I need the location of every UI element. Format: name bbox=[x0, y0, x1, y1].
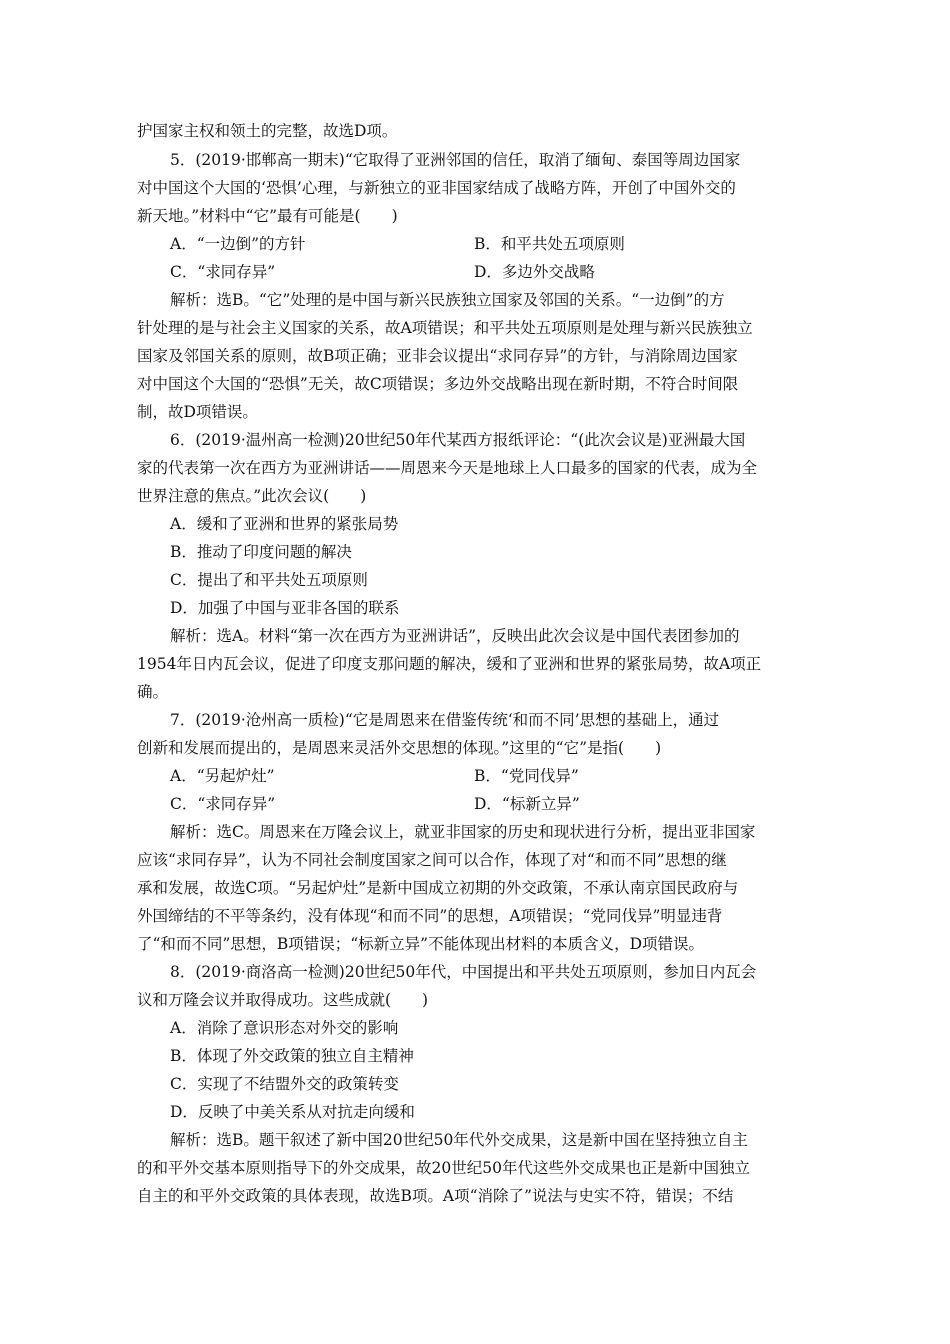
q8-option-c: C．实现了不结盟外交的政策转变 bbox=[170, 1075, 399, 1093]
q6-stem-line-3: 世界注意的焦点。”此次会议( ) bbox=[137, 487, 367, 505]
q7-analysis-line-5: 了“和而不同”思想，B项错误；“标新立异”不能体现出材料的本质含义，D项错误。 bbox=[137, 935, 705, 953]
q6-stem-line-1: 6．(2019·温州高一检测)20世纪50年代某西方报纸评论：“(此次会议是)亚洲最大国 bbox=[170, 431, 746, 449]
q5-stem-line-3: 新天地。”材料中“它”最有可能是( ) bbox=[137, 207, 398, 225]
q8-option-b: B．体现了外交政策的独立自主精神 bbox=[170, 1047, 414, 1065]
q6-option-d: D．加强了中国与亚非各国的联系 bbox=[170, 599, 400, 617]
q6-analysis-line-1: 解析：选A。材料“第一次在西方为亚洲讲话”，反映出此次会议是中国代表团参加的 bbox=[170, 627, 740, 645]
q8-analysis-line-1: 解析：选B。题干叙述了新中国20世纪50年代外交成果，这是新中国在坚持独立自主 bbox=[170, 1131, 748, 1149]
q5-option-b: B．和平共处五项原则 bbox=[474, 235, 625, 253]
q8-analysis-line-2: 的和平外交基本原则指导下的外交成果，故20世纪50年代这些外交成果也正是新中国独立 bbox=[137, 1159, 750, 1177]
q8-analysis-line-3: 自主的和平外交政策的具体表现，故选B项。A项“消除了”说法与史实不符，错误；不结 bbox=[137, 1187, 734, 1205]
q5-stem-line-1: 5．(2019·邯郸高一期末)“它取得了亚洲邻国的信任，取消了缅甸、泰国等周边国家 bbox=[170, 151, 741, 169]
q6-analysis-line-2: 1954年日内瓦会议，促进了印度支那问题的解决，缓和了亚洲和世界的紧张局势，故A项正 bbox=[137, 655, 762, 673]
q7-stem-line-1: 7．(2019·沧州高一质检)“它是周恩来在借鉴传统‘和而不同’思想的基础上，通过 bbox=[170, 711, 720, 729]
q5-analysis-line-3: 国家及邻国关系的原则，故B项正确；亚非会议提出“求同存异”的方针，与消除周边国家 bbox=[137, 347, 738, 365]
q7-option-a: A．“另起炉灶” bbox=[170, 767, 275, 785]
q6-option-a: A．缓和了亚洲和世界的紧张局势 bbox=[170, 515, 399, 533]
q8-option-d: D．反映了中美关系从对抗走向缓和 bbox=[170, 1103, 415, 1121]
q5-analysis-line-2: 针处理的是与社会主义国家的关系，故A项错误；和平共处五项原则是处理与新兴民族独立 bbox=[137, 319, 753, 337]
q4-analysis-tail: 护国家主权和领土的完整，故选D项。 bbox=[137, 122, 398, 140]
q7-option-b: B．“党同伐异” bbox=[474, 767, 579, 785]
q6-option-c: C．提出了和平共处五项原则 bbox=[170, 571, 368, 589]
q5-option-c: C．“求同存异” bbox=[170, 263, 276, 281]
q7-analysis-line-4: 外国缔结的不平等条约，没有体现“和而不同”的思想，A项错误；“党同伐异”明显违背 bbox=[137, 907, 723, 925]
q7-stem-line-2: 创新和发展而提出的，是周恩来灵活外交思想的体现。”这里的“它”是指( ) bbox=[137, 739, 662, 757]
q5-option-a: A．“一边倒”的方针 bbox=[170, 235, 306, 253]
q7-analysis-line-3: 承和发展，故选C项。“另起炉灶”是新中国成立初期的外交政策，不承认南京国民政府与 bbox=[137, 879, 739, 897]
q7-option-c: C．“求同存异” bbox=[170, 795, 276, 813]
q5-analysis-line-1: 解析：选B。“它”处理的是中国与新兴民族独立国家及邻国的关系。“一边倒”的方 bbox=[170, 291, 725, 309]
q8-stem-line-1: 8．(2019·商洛高一检测)20世纪50年代，中国提出和平共处五项原则，参加日内瓦会 bbox=[170, 963, 757, 981]
q6-option-b: B．推动了印度问题的解决 bbox=[170, 543, 352, 561]
q6-analysis-line-3: 确。 bbox=[137, 683, 169, 701]
q8-option-a: A．消除了意识形态对外交的影响 bbox=[170, 1019, 399, 1037]
q8-stem-line-2: 议和万隆会议并取得成功。这些成就( ) bbox=[137, 991, 429, 1009]
q7-analysis-line-1: 解析：选C。周恩来在万隆会议上，就亚非国家的历史和现状进行分析，提出亚非国家 bbox=[170, 823, 756, 841]
q6-stem-line-2: 家的代表第一次在西方为亚洲讲话——周恩来今天是地球上人口最多的国家的代表，成为全 bbox=[137, 459, 758, 477]
q7-analysis-line-2: 应该“求同存异”，认为不同社会制度国家之间可以合作，体现了对“和而不同”思想的继 bbox=[137, 851, 727, 869]
q7-option-d: D．“标新立异” bbox=[474, 795, 580, 813]
q5-analysis-line-4: 对中国这个大国的“恐惧”无关，故C项错误；多边外交战略出现在新时期，不符合时间限 bbox=[137, 375, 739, 393]
q5-analysis-line-5: 制，故D项错误。 bbox=[137, 403, 258, 421]
q5-option-d: D．多边外交战略 bbox=[474, 263, 595, 281]
q5-stem-line-2: 对中国这个大国的‘恐惧’心理，与新独立的亚非国家结成了战略方阵，开创了中国外交的 bbox=[137, 179, 736, 197]
